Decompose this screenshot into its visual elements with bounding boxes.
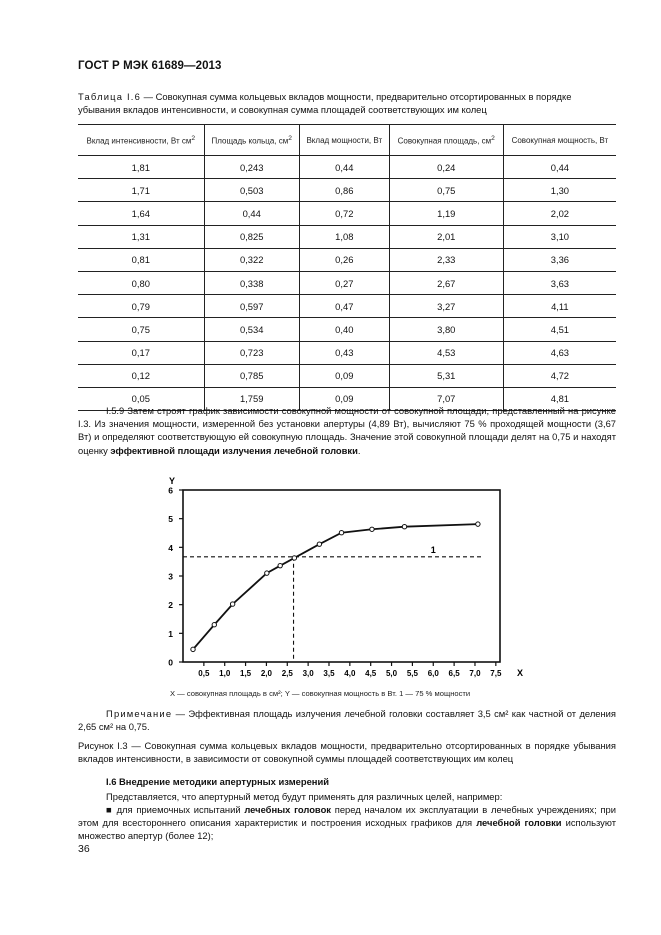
table-caption-text: — Совокупная сумма кольцевых вкладов мощности, предварительно отсортированных в порядке убывания вкладов интенсивности, и совокупная сумма площадей соответствующих им колец xyxy=(78,91,572,115)
table-cell: 0,785 xyxy=(204,364,299,387)
y-tick-label: 3 xyxy=(168,571,173,582)
table-row xyxy=(78,248,616,271)
y-axis-label: Y xyxy=(168,476,176,486)
x-tick-label: 3,5 xyxy=(323,669,335,678)
note-text: — Эффективная площадь излучения лечебной головки составляет 3,5 см² как частной от деления 2,65 см² на 0,75. xyxy=(78,708,616,733)
y-tick-label: 2 xyxy=(168,600,173,611)
table-cell: 1,64 xyxy=(78,202,204,225)
note-label: Примечание xyxy=(106,708,173,719)
table-caption xyxy=(78,90,616,116)
x-tick-label: 6,5 xyxy=(448,669,460,678)
table-row xyxy=(78,318,616,341)
table-cell: 3,36 xyxy=(503,248,616,271)
y-tick-label: 1 xyxy=(168,628,173,639)
table-cell: 1,08 xyxy=(299,225,389,248)
data-point xyxy=(191,647,195,651)
column-header: Вклад интенсивности, Вт $см^2$ xyxy=(78,125,204,156)
table-cell: 0,44 xyxy=(503,156,616,179)
x-tick-label: 1,0 xyxy=(219,669,231,678)
x-tick-label: 4,0 xyxy=(344,669,356,678)
x-axis-label: X xyxy=(516,668,524,678)
table-cell: 0,825 xyxy=(204,225,299,248)
column-header: Совокупная мощность, Вт xyxy=(503,125,616,156)
data-point xyxy=(402,524,406,528)
table-cell: 2,01 xyxy=(389,225,503,248)
table-cell: 3,27 xyxy=(389,295,503,318)
table-cell: 0,534 xyxy=(204,318,299,341)
y-tick-label: 0 xyxy=(168,657,173,668)
x-tick-label: 6,0 xyxy=(427,669,439,678)
x-tick-label: 2,5 xyxy=(281,669,293,678)
table-row xyxy=(78,271,616,294)
data-point xyxy=(476,522,480,526)
table-cell: 0,72 xyxy=(299,202,389,225)
x-tick-label: 5,0 xyxy=(385,669,398,678)
table-cell: 1,31 xyxy=(78,225,204,248)
table-cell: 5,31 xyxy=(389,364,503,387)
table-row xyxy=(78,156,616,179)
data-point xyxy=(230,602,234,606)
x-tick-label: 0,5 xyxy=(198,669,210,678)
document-header: ГОСТ Р МЭК 61689—2013 xyxy=(78,60,222,72)
table-cell: 0,44 xyxy=(204,202,299,225)
table-cell: 0,27 xyxy=(299,271,389,294)
table-cell: 1,81 xyxy=(78,156,204,179)
table-cell: 0,44 xyxy=(299,156,389,179)
table-cell: 0,79 xyxy=(78,295,204,318)
table-cell: 4,51 xyxy=(503,318,616,341)
bold-term: эффективной площади излучения лечебной головки xyxy=(110,444,358,456)
column-header: Площадь кольца, $см^2$ xyxy=(204,125,299,156)
table-cell: 0,09 xyxy=(299,364,389,387)
axis-caption: X — совокупная площадь в см²; Y — совокупная мощность в Вт. 1 — 75 % мощности xyxy=(170,689,471,698)
data-point xyxy=(339,531,343,535)
table-row xyxy=(78,364,616,387)
table-cell: 1,19 xyxy=(389,202,503,225)
section-intro: Представляется, что апертурный метод будут применять для различных целей, например: xyxy=(106,791,503,802)
table-cell: 0,47 xyxy=(299,295,389,318)
y-tick-label: 5 xyxy=(168,514,173,525)
table-header-row xyxy=(78,125,616,156)
table-cell: 3,80 xyxy=(389,318,503,341)
table-cell: 4,63 xyxy=(503,341,616,364)
table-cell: 0,86 xyxy=(299,179,389,202)
table-cell: 2,02 xyxy=(503,202,616,225)
x-tick-label: 7,0 xyxy=(469,669,481,678)
y-tick-label: 6 xyxy=(168,485,173,496)
table-cell: 0,43 xyxy=(299,341,389,364)
x-tick-label: 7,5 xyxy=(490,669,502,678)
table-cell: 2,67 xyxy=(389,271,503,294)
column-header: Вклад мощности, Вт xyxy=(299,125,389,156)
data-point xyxy=(370,527,374,531)
table-cell: 0,75 xyxy=(78,318,204,341)
data-table xyxy=(78,124,616,411)
table-cell: 0,81 xyxy=(78,248,204,271)
column-header: Совокупная площадь, $см^2$ xyxy=(389,125,503,156)
x-tick-label: 2,0 xyxy=(260,669,272,678)
plot-frame xyxy=(183,490,500,662)
paragraph-i59: I.5.9 Затем строят график зависимости совокупной мощности от совокупной площади, представленный на рисунке I.3. Из значения мощности, измеренной без установки апертуры (4,89 Вт), вычисляют 75 % проходящей мощности (3,67 Вт) и определяют соответствующую ей совокупную площадь. Значение этой совокупной площади делят на 0,75 и находят оценку эффективной площади излучения лечебной головки. xyxy=(78,405,616,456)
table-cell: 0,243 xyxy=(204,156,299,179)
table-cell: 3,10 xyxy=(503,225,616,248)
data-point xyxy=(292,556,296,560)
table-cell: 0,40 xyxy=(299,318,389,341)
table-cell: 0,24 xyxy=(389,156,503,179)
x-tick-label: 1,5 xyxy=(240,669,252,678)
table-row xyxy=(78,341,616,364)
table-row xyxy=(78,225,616,248)
table-caption-label: Таблица I.6 xyxy=(78,91,141,102)
bullet-item: ■ для приемочных испытаний лечебных головок перед началом их эксплуатации в лечебных учреждениях; при этом для всестороннего описания характеристик и построения исходных графиков для лечебной головки используют множество апертур (более 12); xyxy=(78,804,616,842)
table-cell: 0,09 xyxy=(299,387,389,410)
section-title: I.6 Внедрение методики апертурных измерений xyxy=(106,776,329,787)
x-tick-label: 3,0 xyxy=(302,669,314,678)
table-cell: 4,53 xyxy=(389,341,503,364)
table-cell: 1,71 xyxy=(78,179,204,202)
note xyxy=(78,707,616,733)
table-cell: 4,11 xyxy=(503,295,616,318)
table-cell: 1,759 xyxy=(204,387,299,410)
x-tick-label: 4,5 xyxy=(365,669,377,678)
table-cell: 4,81 xyxy=(503,387,616,410)
table-cell: 0,723 xyxy=(204,341,299,364)
table-cell: 0,12 xyxy=(78,364,204,387)
series-line xyxy=(193,524,478,649)
table-cell: 0,75 xyxy=(389,179,503,202)
table-cell: 0,503 xyxy=(204,179,299,202)
table-cell: 3,63 xyxy=(503,271,616,294)
bullet-marker: ■ xyxy=(106,804,113,815)
table-cell: 0,80 xyxy=(78,271,204,294)
table-cell: 0,26 xyxy=(299,248,389,271)
threshold-label: 1 xyxy=(430,544,436,555)
y-tick-label: 4 xyxy=(168,542,173,553)
x-tick-label: 5,5 xyxy=(406,669,418,678)
table-cell: 2,33 xyxy=(389,248,503,271)
data-point xyxy=(212,623,216,627)
data-point xyxy=(317,542,321,546)
data-point xyxy=(278,563,282,567)
page-number: 36 xyxy=(78,843,90,855)
table-row xyxy=(78,295,616,318)
table-row xyxy=(78,202,616,225)
table-cell: 7,07 xyxy=(389,387,503,410)
table-cell: 0,05 xyxy=(78,387,204,410)
table-cell: 0,322 xyxy=(204,248,299,271)
table-cell: 0,338 xyxy=(204,271,299,294)
table-cell: 4,72 xyxy=(503,364,616,387)
table-cell: 0,17 xyxy=(78,341,204,364)
table-cell: 1,30 xyxy=(503,179,616,202)
figure-caption: Рисунок I.3 — Совокупная сумма кольцевых вкладов мощности, предварительно отсортированных в порядке убывания вкладов интенсивности, в зависимости от совокупной суммы площадей соответствующих им колец xyxy=(78,740,616,765)
table-cell: 0,597 xyxy=(204,295,299,318)
figure-chart xyxy=(150,462,524,687)
data-point xyxy=(265,571,269,575)
table-row xyxy=(78,179,616,202)
